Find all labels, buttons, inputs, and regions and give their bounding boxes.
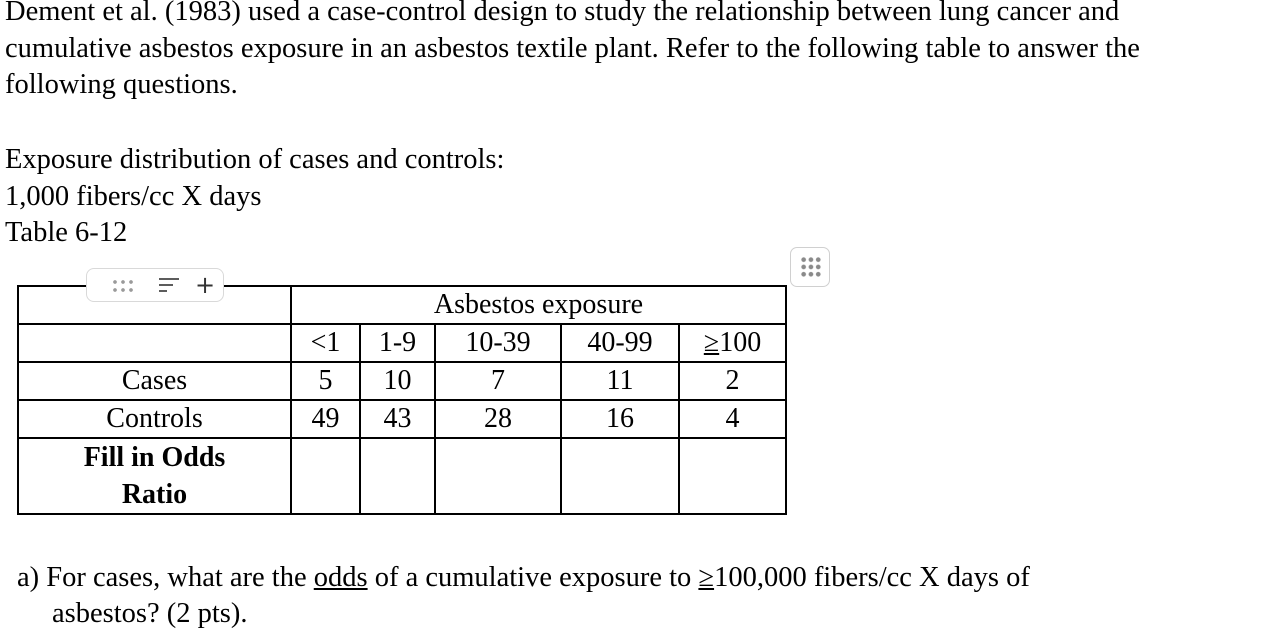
exposure-level-row [18,324,786,362]
row-label-controls: Controls [18,400,291,438]
table-cell: 2 [679,362,786,400]
question-a [17,560,1257,632]
exposure-distribution-heading [5,142,504,252]
odds-ratio-input-cell[interactable] [291,438,360,514]
odds-ratio-row [18,438,786,514]
odds-ratio-input-cell[interactable] [679,438,786,514]
table-cell: 7 [435,362,561,400]
block-drag-handle[interactable] [790,247,830,287]
ge-symbol: ≥ [698,562,715,593]
column-header: 1-9 [360,324,435,362]
odds-ratio-input-cell[interactable] [360,438,435,514]
odds-ratio-label-line1: Fill in Odds [83,442,226,473]
table-cell: 5 [291,362,360,400]
column-header: 40-99 [561,324,679,362]
table-caption: Table 6-12 [5,217,128,248]
plus-icon[interactable]: + [195,271,216,299]
table-row [18,362,786,400]
table-cell: 16 [561,400,679,438]
odds-term: odds [313,562,368,593]
question-text: 100,000 fibers/cc X days of [714,562,1030,593]
asbestos-exposure-header: Asbestos exposure [291,286,786,324]
intro-paragraph: Dement et al. (1983) used a case-control design to study the relationship between lung cancer and cumulative asbestos exposure in an asbestos textile plant. Refer to the following table to answer the following questions. [5,0,1140,100]
table-cell: 49 [291,400,360,438]
table-cell: 10 [360,362,435,400]
exposure-table [17,285,787,515]
table-cell: 43 [360,400,435,438]
table-cell: 4 [679,400,786,438]
drag-dots-icon[interactable] [111,278,135,294]
table-row [18,400,786,438]
row-label-cell [18,324,291,362]
odds-ratio-input-cell[interactable] [435,438,561,514]
column-header [679,324,786,362]
question-text: of a cumulative exposure to [367,562,699,593]
align-icon[interactable] [159,278,179,294]
table-cell: 28 [435,400,561,438]
row-label-cases: Cases [18,362,291,400]
odds-ratio-label-line2: Ratio [121,479,188,510]
table-cell: 11 [561,362,679,400]
units-line: 1,000 fibers/cc X days [5,180,262,212]
column-header-value: 100 [719,327,762,358]
question-text: a) For cases, what are the [17,562,314,593]
column-header: 10-39 [435,324,561,362]
column-header: <1 [291,324,360,362]
distribution-line: Exposure distribution of cases and controls: [5,144,505,175]
question-a-line1 [17,560,1257,596]
question-a-line2: asbestos? (2 pts). [52,598,248,629]
drag-handle-icon [800,256,822,278]
odds-ratio-input-cell[interactable] [561,438,679,514]
odds-ratio-label [18,438,291,514]
ge-symbol: ≥ [703,327,720,358]
table-toolbar [86,268,224,302]
